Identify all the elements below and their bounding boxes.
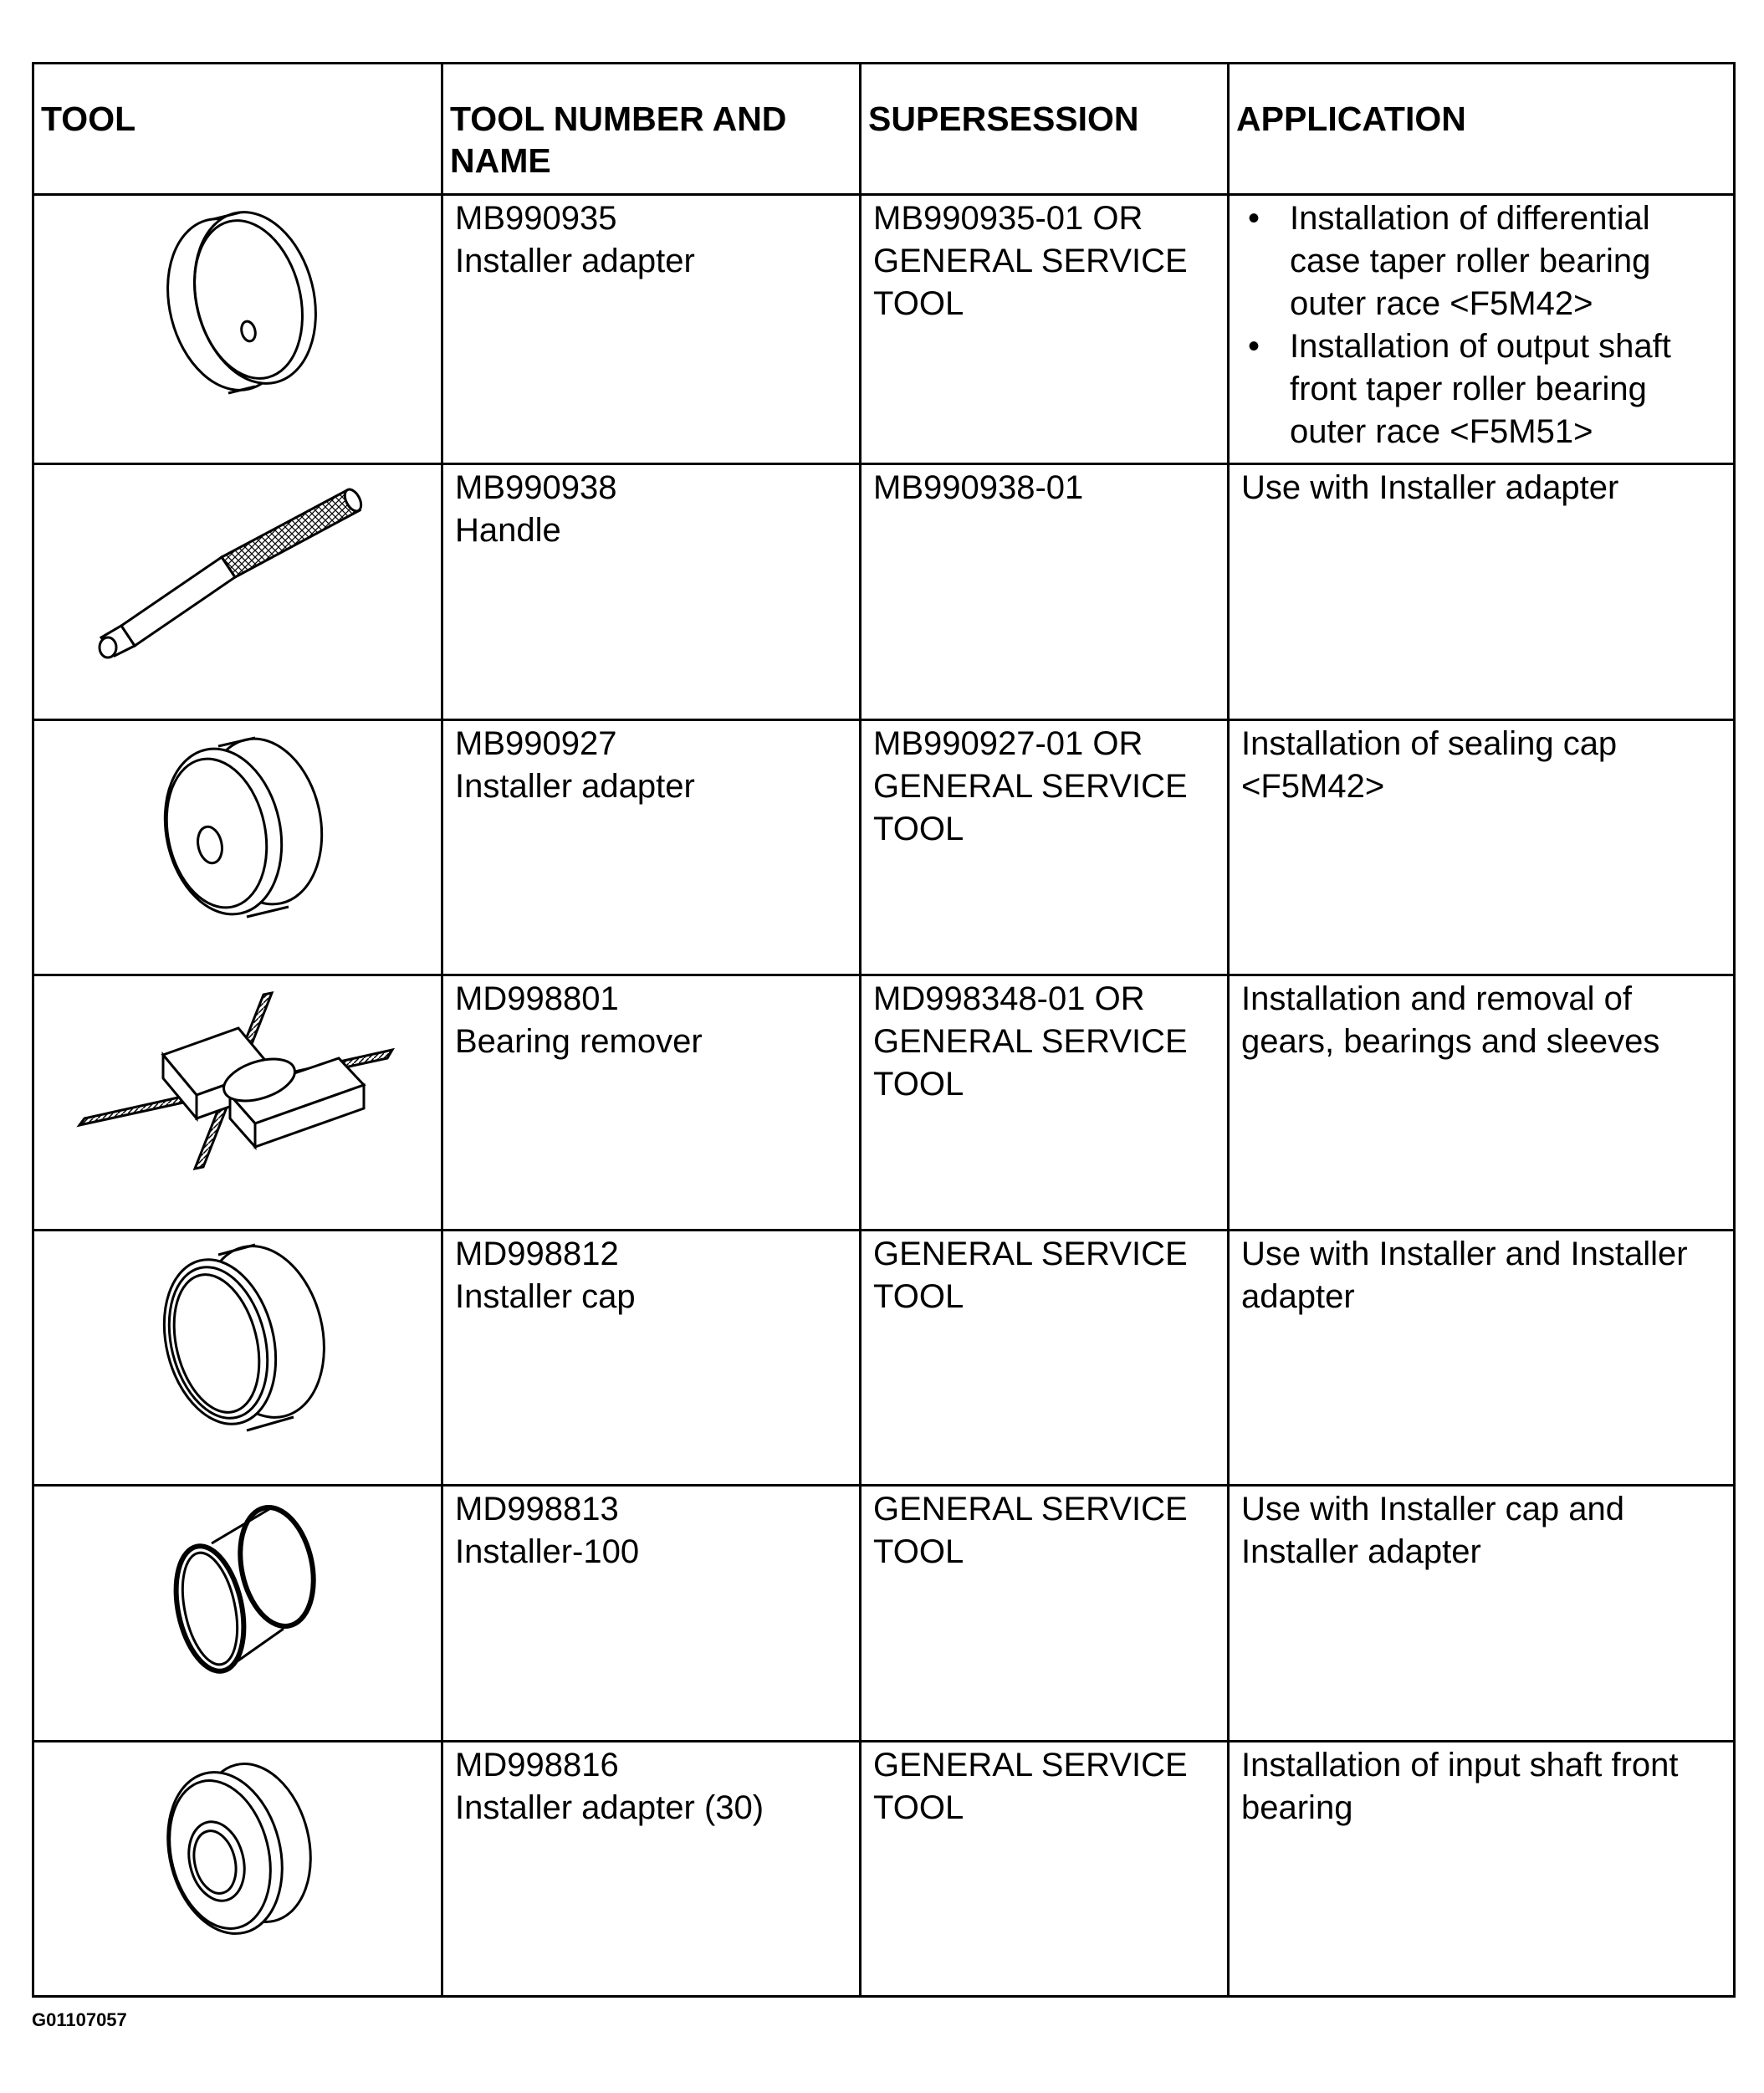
- supersession-cell: [861, 975, 1229, 1230]
- application-cell: [1229, 719, 1735, 975]
- tool-number-name-cell: [442, 195, 861, 464]
- header-application: APPLICATION: [1229, 64, 1735, 195]
- supersession-cell: [861, 1741, 1229, 1996]
- installer-cap-icon: [130, 1233, 347, 1442]
- tool-number-name-cell: [442, 975, 861, 1230]
- table-row: [33, 1231, 1735, 1486]
- tool-number: MD998816: [455, 1746, 619, 1783]
- application-cell: [1229, 195, 1735, 464]
- tool-number-name-cell: [442, 1741, 861, 1996]
- supersession-text: MD998348-01 OR GENERAL SERVICE TOOL: [873, 980, 1188, 1103]
- application-cell: [1229, 464, 1735, 719]
- application-list: [1241, 197, 1723, 453]
- supersession-text: GENERAL SERVICE TOOL: [873, 1746, 1188, 1826]
- tool-number: MB990935: [455, 200, 617, 237]
- knurled-handle-icon: [71, 467, 406, 684]
- tool-name: Installer adapter: [455, 243, 695, 279]
- tool-name: Installer cap: [455, 1278, 636, 1316]
- application-text: Installation of sealing cap <F5M42>: [1241, 724, 1618, 805]
- tool-image-cell: [33, 719, 442, 975]
- tool-image-cell: [33, 464, 442, 719]
- tool-image-cell: [33, 975, 442, 1230]
- application-text: Installation and removal of gears, bearings and sleeves: [1241, 980, 1660, 1060]
- tool-number: MD998812: [455, 1236, 619, 1273]
- supersession-cell: [861, 1231, 1229, 1486]
- supersession-text: MB990927-01 OR GENERAL SERVICE TOOL: [873, 724, 1188, 847]
- supersession-text: MB990935-01 OR GENERAL SERVICE TOOL: [873, 200, 1188, 322]
- application-text: Use with Installer cap and Installer adapter: [1241, 1491, 1625, 1571]
- tool-number-name-cell: [442, 1486, 861, 1741]
- table-row: [33, 719, 1735, 975]
- header-row: [33, 64, 1735, 195]
- tool-number: MD998813: [455, 1491, 619, 1528]
- table-row: [33, 195, 1735, 464]
- list-item: • Installation of differential case taper roller bearing outer race <F5M42>: [1290, 197, 1723, 325]
- disc-installer-adapter-icon: [130, 197, 347, 407]
- application-text: Installation of input shaft front bearing: [1241, 1746, 1679, 1826]
- tool-image-cell: [33, 195, 442, 464]
- tool-number-name-cell: [442, 464, 861, 719]
- tool-number: MB990938: [455, 469, 617, 507]
- supersession-text: GENERAL SERVICE TOOL: [873, 1236, 1188, 1316]
- application-cell: [1229, 1741, 1735, 1996]
- ring-installer-adapter-icon: [130, 1744, 347, 1953]
- table-row: [33, 1486, 1735, 1741]
- table-row: [33, 464, 1735, 719]
- application-cell: [1229, 975, 1735, 1230]
- tool-image-cell: [33, 1486, 442, 1741]
- tool-number-name-cell: [442, 1231, 861, 1486]
- supersession-text: GENERAL SERVICE TOOL: [873, 1491, 1188, 1571]
- cup-installer-adapter-icon: [130, 723, 347, 932]
- tool-name: Bearing remover: [455, 1022, 703, 1060]
- tool-name: Installer adapter (30): [455, 1789, 764, 1826]
- figure-code: G01107057: [32, 2009, 127, 2030]
- supersession-text: MB990938-01: [873, 469, 1084, 507]
- tool-image-cell: [33, 1741, 442, 1996]
- tool-number: MD998801: [455, 980, 619, 1017]
- sleeve-installer-icon: [130, 1488, 347, 1697]
- supersession-cell: [861, 195, 1229, 464]
- tool-name: Installer adapter: [455, 767, 695, 805]
- tool-image-cell: [33, 1231, 442, 1486]
- application-cell: [1229, 1231, 1735, 1486]
- table-row: [33, 975, 1735, 1230]
- application-text: Use with Installer adapter: [1241, 469, 1619, 507]
- tool-number-name-cell: [442, 719, 861, 975]
- application-text: Use with Installer and Installer adapter: [1241, 1236, 1688, 1316]
- tool-name: Installer-100: [455, 1533, 640, 1571]
- header-supersession: SUPERSESSION: [861, 64, 1229, 195]
- special-tools-table: [32, 62, 1736, 1998]
- tool-name: Handle: [455, 512, 561, 550]
- list-item: • Installation of output shaft front taper roller bearing outer race <F5M51>: [1290, 325, 1723, 453]
- table-row: [33, 1741, 1735, 1996]
- header-tool-number-and-name: TOOL NUMBER AND NAME: [442, 64, 861, 195]
- bearing-remover-icon: [63, 978, 414, 1187]
- supersession-cell: [861, 1486, 1229, 1741]
- supersession-cell: [861, 464, 1229, 719]
- application-cell: [1229, 1486, 1735, 1741]
- supersession-cell: [861, 719, 1229, 975]
- tool-number: MB990927: [455, 724, 617, 762]
- header-tool: TOOL: [33, 64, 442, 195]
